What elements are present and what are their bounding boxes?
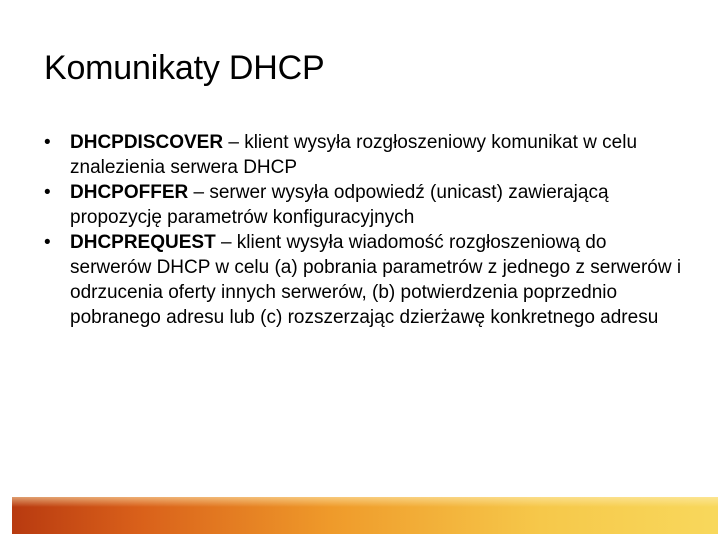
bullet-term: DHCPREQUEST xyxy=(70,232,216,253)
bullet-list xyxy=(44,130,684,330)
bullet-term: DHCPOFFER xyxy=(70,182,189,203)
bullet-item-dhcpoffer xyxy=(44,180,684,230)
bullet-text: – klient wysyła wiadomość rozgłoszeniową do serwerów DHCP w celu (a) pobrania parametrów z jednego z serwerów i odrzucenia oferty innych serwerów, (b) potwierdzenia poprzednio pobranego adresu lub (c) rozszerzając dzierżawę konkretnego adresu xyxy=(70,232,682,328)
bullet-dot: • xyxy=(44,132,51,153)
bullet-term: DHCPDISCOVER xyxy=(70,132,224,153)
bullet-text: – klient wysyła rozgłoszeniowy komunikat w celu znalezienia serwera DHCP xyxy=(70,132,638,178)
bullet-dot: • xyxy=(44,232,51,253)
bullet-item-dhcprequest xyxy=(44,230,684,330)
bullet-item-dhcpdiscover xyxy=(44,130,684,180)
bullet-text: – serwer wysyła odpowiedź (unicast) zawierającą propozycję parametrów konfiguracyjnych xyxy=(70,182,609,228)
bullet-dot: • xyxy=(44,182,51,203)
footer-gradient-bar xyxy=(12,497,718,534)
slide-title: Komunikaty DHCP xyxy=(44,49,325,87)
